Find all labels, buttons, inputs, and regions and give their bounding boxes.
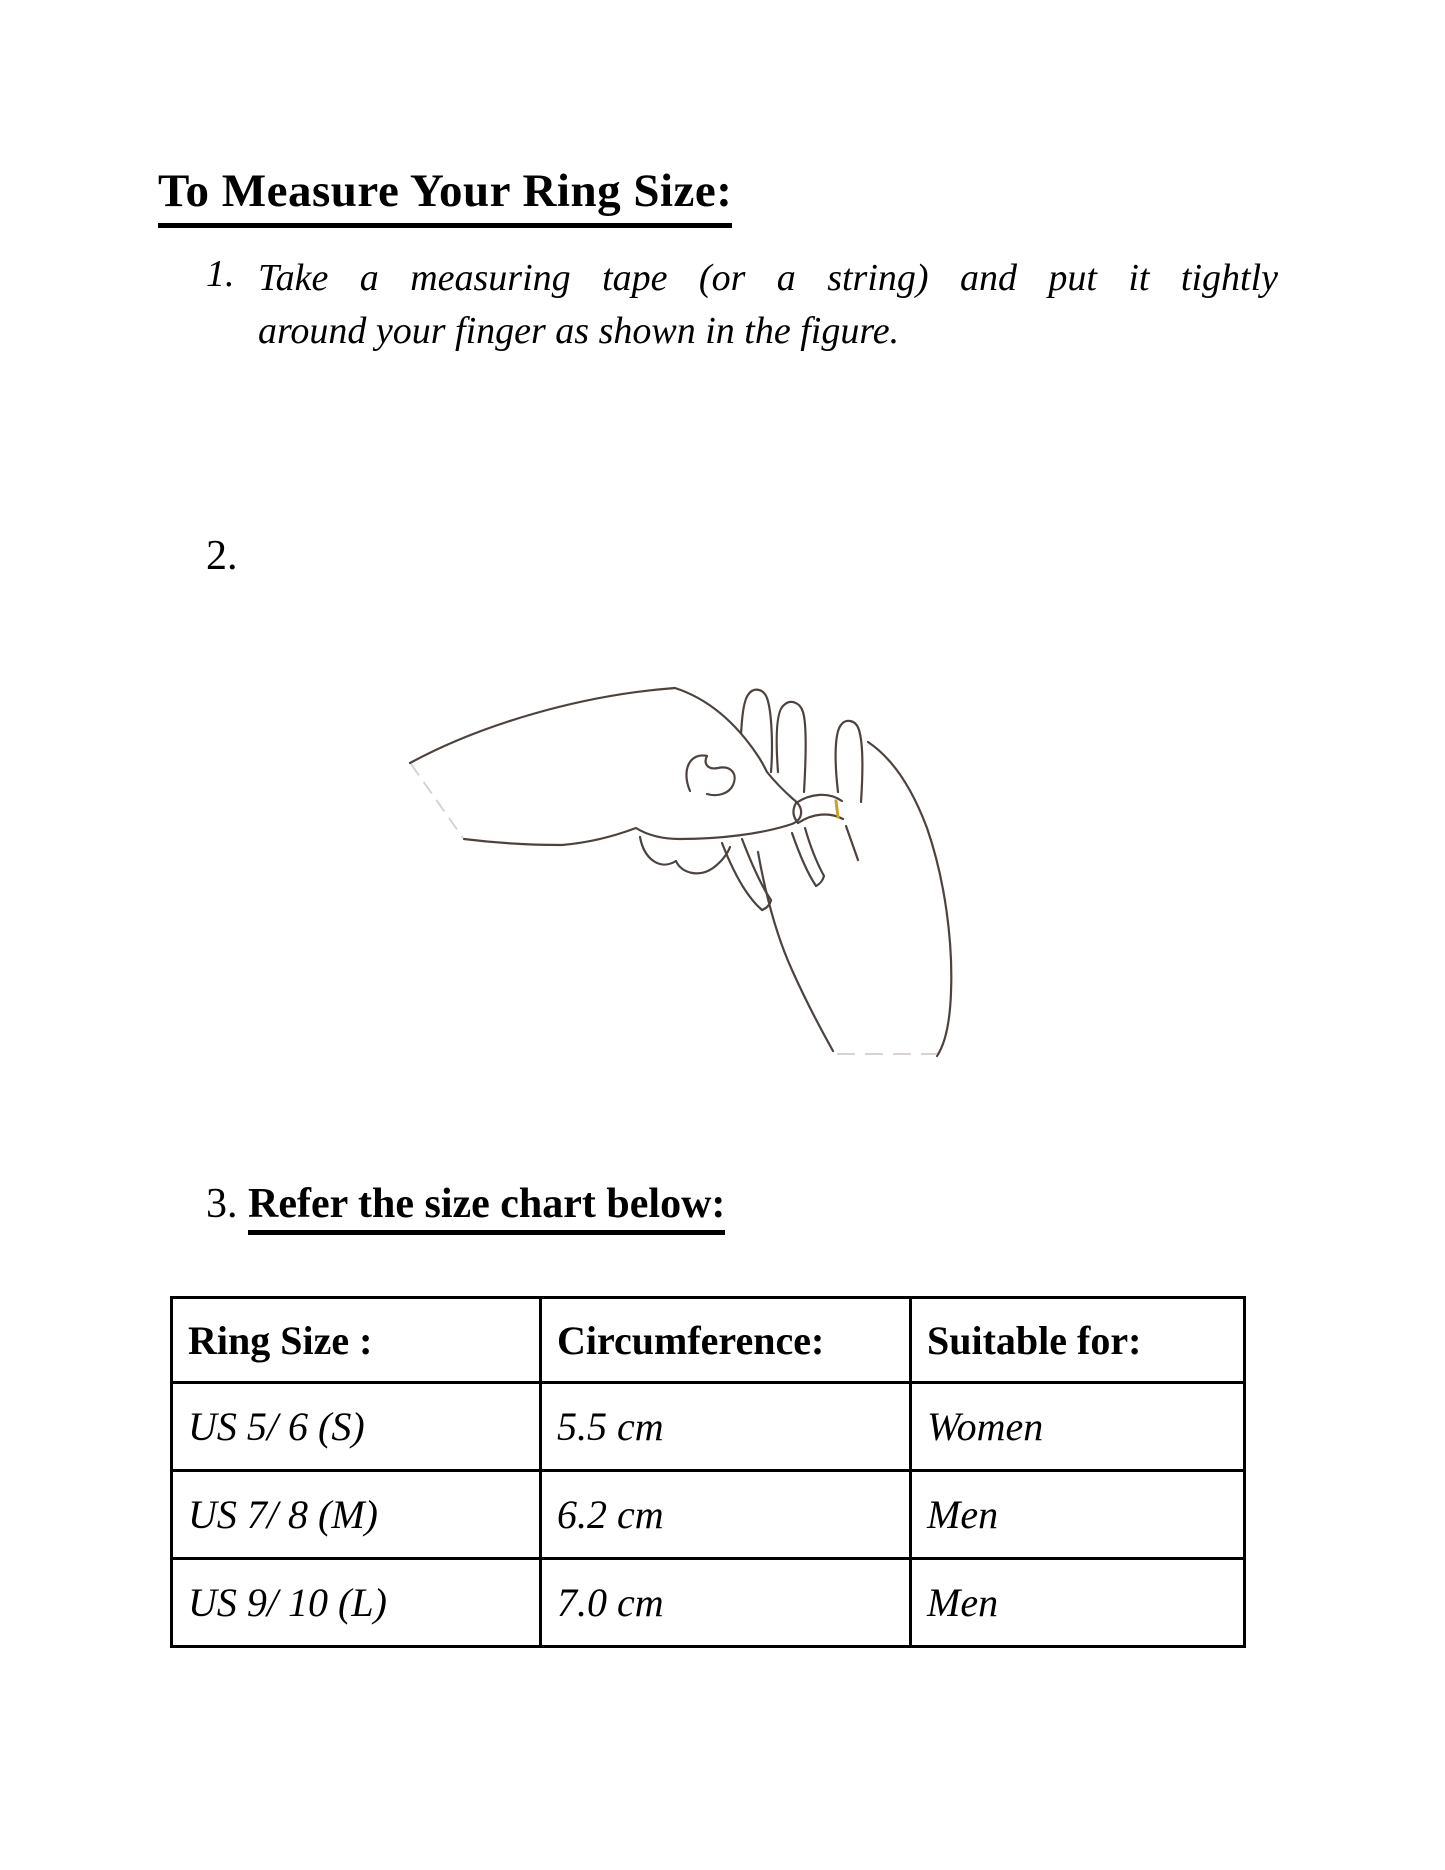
cell-size-s: US 5/ 6 (S)	[172, 1383, 541, 1471]
step-3-heading-row	[206, 1180, 725, 1228]
left-curled-fingers	[640, 837, 730, 873]
cell-circ-s: 5.5 cm	[541, 1383, 911, 1471]
step-3-number: 3.	[206, 1181, 238, 1227]
header-suitable-for: Suitable for:	[911, 1298, 1245, 1383]
step-1-number: 1.	[206, 253, 235, 295]
header-circumference: Circumference:	[541, 1298, 911, 1383]
finger-gap-line-1	[792, 833, 816, 886]
right-hand-finger-2	[777, 702, 806, 792]
cell-circ-m: 6.2 cm	[541, 1471, 911, 1559]
finger-gap-line-3	[846, 826, 858, 860]
table-header-row	[172, 1298, 1245, 1383]
hand-measuring-illustration	[390, 660, 970, 1070]
cell-size-l: US 9/ 10 (L)	[172, 1559, 541, 1647]
cell-suit-m: Men	[911, 1471, 1245, 1559]
finger-gap-line-2	[805, 828, 824, 876]
step-1-line-1: Take a measuring tape (or a string) and put it tightly	[258, 257, 1278, 299]
cell-suit-l: Men	[911, 1559, 1245, 1647]
ring-gold-mark	[836, 801, 838, 817]
finger-gap-tip	[816, 876, 824, 886]
header-ring-size: Ring Size :	[172, 1298, 541, 1383]
step-3-heading: Refer the size chart below:	[248, 1181, 725, 1235]
table-row	[172, 1559, 1245, 1647]
table-row	[172, 1471, 1245, 1559]
page-title: To Measure Your Ring Size:	[158, 164, 732, 228]
step-1-line-2: around your finger as shown in the figure.	[258, 310, 900, 352]
right-hand-outer-edge	[868, 742, 951, 1056]
step-1-text	[258, 252, 1278, 358]
ring-size-table	[170, 1296, 1246, 1648]
step-2-number: 2.	[206, 533, 238, 579]
cell-suit-s: Women	[911, 1383, 1245, 1471]
table-row	[172, 1383, 1245, 1471]
ring-band-bottom	[798, 814, 843, 823]
cell-size-m: US 7/ 8 (M)	[172, 1471, 541, 1559]
right-hand-finger-3	[836, 721, 863, 802]
cell-circ-l: 7.0 cm	[541, 1559, 911, 1647]
hands-line-drawing-svg	[390, 660, 970, 1070]
